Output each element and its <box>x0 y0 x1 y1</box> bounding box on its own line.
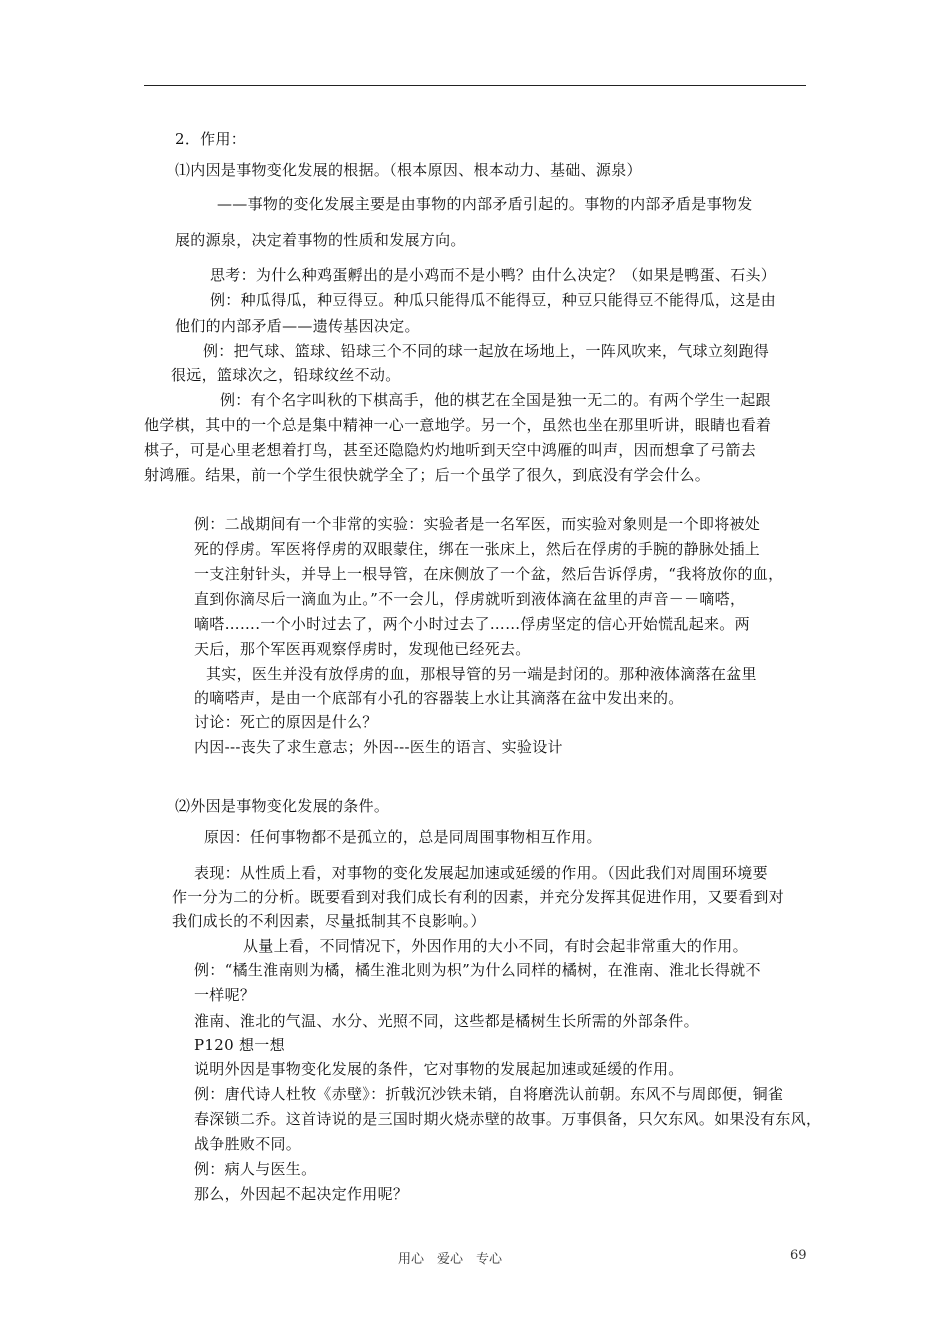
text-line: 天后，那个军医再观察俘虏时，发现他已经死去。 <box>194 640 531 658</box>
text-line: 作一分为二的分析。既要看到对我们成长有利的因素，并充分发挥其促进作用，又要看到对 <box>172 888 785 906</box>
text-line: 直到你滴尽后一滴血为止。”不一会儿，俘虏就听到液体滴在盆里的声音－－嘀嗒， <box>194 590 746 608</box>
text-line: 例：唐代诗人杜牧《赤壁》：折戟沉沙铁未销，自将磨洗认前朝。东风不与周郎便，铜雀 <box>194 1085 784 1103</box>
text-line: 那么，外因起不起决定作用呢？ <box>194 1185 409 1203</box>
text-line: 死的俘虏。军医将俘虏的双眼蒙住，绑在一张床上，然后在俘虏的手腕的静脉处插上 <box>194 540 761 558</box>
text-line: 春深锁二乔。这首诗说的是三国时期火烧赤壁的故事。万事俱备，只欠东风。如果没有东风， <box>194 1110 822 1128</box>
text-line: 射鸿雁。结果，前一个学生很快就学全了；后一个虽学了很久，到底没有学会什么。 <box>144 466 711 484</box>
text-line: ⑴内因是事物变化发展的根据。（根本原因、根本动力、基础、源泉） <box>175 161 642 179</box>
text-line: 内因---丧失了求生意志；外因---医生的语言、实验设计 <box>194 738 563 756</box>
text-line: 他们的内部矛盾——遗传基因决定。 <box>175 317 420 335</box>
text-line: 表现：从性质上看，对事物的变化发展起加速或延缓的作用。（因此我们对周围环境要 <box>194 864 768 882</box>
text-line: 例：“橘生淮南则为橘，橘生淮北则为枳”为什么同样的橘树，在淮南、淮北长得就不 <box>194 961 761 979</box>
text-line: 展的源泉，决定着事物的性质和发展方向。 <box>175 231 466 249</box>
footer-slogan: 用心 爱心 专心 <box>398 1252 503 1267</box>
text-line: ——事物的变化发展主要是由事物的内部矛盾引起的。事物的内部矛盾是事物发 <box>217 195 753 213</box>
text-line: 棋子，可是心里老想着打鸟，甚至还隐隐灼灼地听到天空中鸿雁的叫声，因而想拿了弓箭去 <box>144 441 757 459</box>
text-line: 例：有个名字叫秋的下棋高手，他的棋艺在全国是独一无二的。有两个学生一起跟 <box>220 391 771 409</box>
text-line: 例：病人与医生。 <box>194 1160 317 1178</box>
text-line: 例：把气球、篮球、铅球三个不同的球一起放在场地上，一阵风吹来，气球立刻跑得 <box>203 342 770 360</box>
text-line: 一支注射针头，并导上一根导管，在床侧放了一个盆，然后告诉俘虏，“我将放你的血， <box>194 565 784 583</box>
text-line: 思考：为什么种鸡蛋孵出的是小鸡而不是小鸭？由什么决定？（如果是鸭蛋、石头） <box>210 266 777 284</box>
text-line: 我们成长的不利因素，尽量抵制其不良影响。） <box>172 912 486 930</box>
page-number: 69 <box>790 1248 807 1263</box>
text-line: ⑵外因是事物变化发展的条件。 <box>175 797 390 815</box>
text-line: 他学棋，其中的一个总是集中精神一心一意地学。另一个，虽然也坐在那里听讲，眼睛也看着 <box>144 416 772 434</box>
text-line: 一样呢？ <box>194 986 256 1004</box>
text-line: 嘀嗒…….一个小时过去了，两个小时过去了……俘虏坚定的信心开始慌乱起来。两 <box>194 615 750 633</box>
text-line: 战争胜败不同。 <box>194 1135 302 1153</box>
text-line: 原因：任何事物都不是孤立的，总是同周围事物相互作用。 <box>204 828 602 846</box>
text-line: 从量上看，不同情况下，外因作用的大小不同，有时会起非常重大的作用。 <box>243 937 748 955</box>
text-line: 的嘀嗒声，是由一个底部有小孔的容器装上水让其滴落在盆中发出来的。 <box>194 689 684 707</box>
text-line: 其实，医生并没有放俘虏的血，那根导管的另一端是封闭的。那种液体滴落在盆里 <box>206 665 757 683</box>
text-line: 说明外因是事物变化发展的条件，它对事物的发展起加速或延缓的作用。 <box>194 1060 684 1078</box>
text-line: P120 想一想 <box>194 1036 285 1054</box>
text-line: 淮南、淮北的气温、水分、光照不同，这些都是橘树生长所需的外部条件。 <box>194 1012 699 1030</box>
header-rule <box>144 85 806 86</box>
text-line: 很远，篮球次之，铅球纹丝不动。 <box>171 366 401 384</box>
text-line: 2．作用： <box>175 130 247 148</box>
text-line: 例：二战期间有一个非常的实验：实验者是一名军医，而实验对象则是一个即将被处 <box>194 515 761 533</box>
text-line: 讨论：死亡的原因是什么？ <box>194 713 378 731</box>
text-line: 例：种瓜得瓜，种豆得豆。种瓜只能得瓜不能得豆，种豆只能得豆不能得瓜，这是由 <box>210 291 777 309</box>
